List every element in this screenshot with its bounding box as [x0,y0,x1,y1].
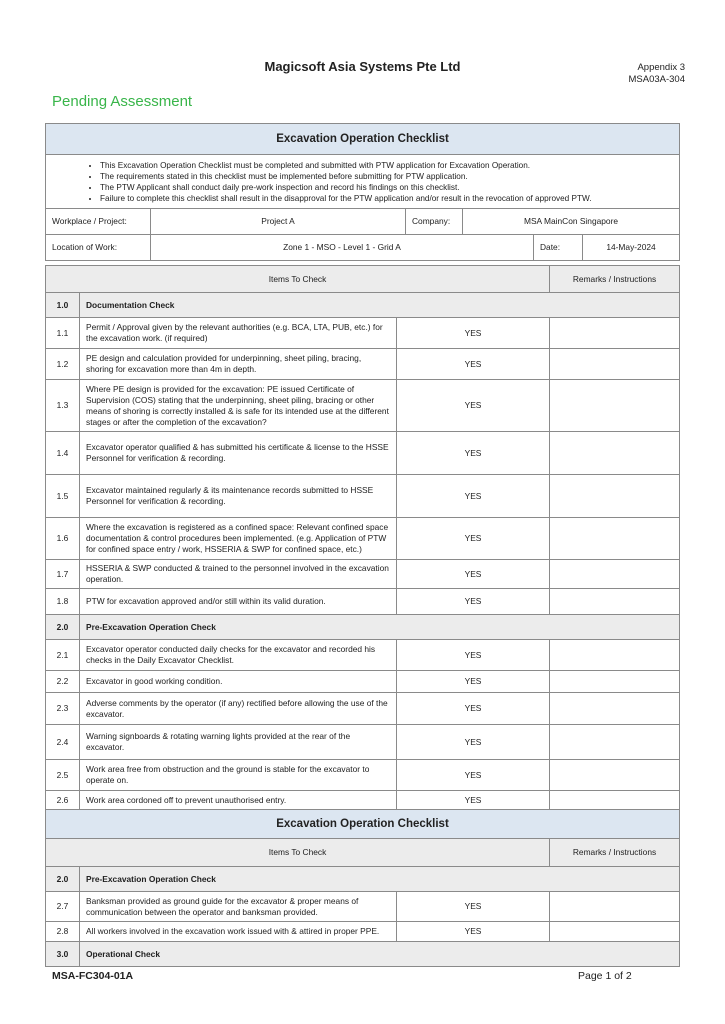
item-answer[interactable]: YES [397,380,550,432]
item-text: Excavator operator conducted daily checks for the excavator and recorded his checks in the Daily Excavator Checklist. [80,640,397,671]
items-table [45,265,680,967]
item-text: PTW for excavation approved and/or still within its valid duration. [80,589,397,615]
item-remarks[interactable] [550,791,680,810]
item-remarks[interactable] [550,432,680,475]
item-answer[interactable]: YES [397,518,550,560]
item-number: 1.6 [46,518,80,560]
item-answer[interactable]: YES [397,432,550,475]
item-answer[interactable]: YES [397,349,550,380]
item-number: 2.2 [46,671,80,693]
item-answer[interactable]: YES [397,640,550,671]
item-text: Work area free from obstruction and the ground is stable for the excavator to operate on. [80,760,397,791]
checklist-info-table [45,123,680,261]
item-text: Work area cordoned off to prevent unauthorised entry. [80,791,397,810]
items-header: Items To Check [46,839,550,867]
item-text: PE design and calculation provided for underpinning, sheet piling, bracing, shoring for excavation more than 4m in depth. [80,349,397,380]
item-number: 1.3 [46,380,80,432]
item-remarks[interactable] [550,560,680,589]
item-text: Adverse comments by the operator (if any) rectified before allowing the use of the excavator. [80,693,397,725]
item-number: 1.5 [46,475,80,518]
item-answer[interactable]: YES [397,671,550,693]
item-remarks[interactable] [550,725,680,760]
item-remarks[interactable] [550,693,680,725]
company-value: MSA MainCon Singapore [463,209,680,235]
location-label: Location of Work: [46,235,151,261]
item-number: 2.5 [46,760,80,791]
remarks-header: Remarks / Instructions [550,839,680,867]
item-number: 2.8 [46,922,80,942]
appendix-line-2: MSA03A-304 [628,74,685,85]
workplace-label: Workplace / Project: [46,209,151,235]
item-remarks[interactable] [550,475,680,518]
date-value: 14-May-2024 [583,235,680,261]
item-remarks[interactable] [550,892,680,922]
item-number: 2.1 [46,640,80,671]
item-answer[interactable]: YES [397,725,550,760]
item-text: Banksman provided as ground guide for the excavator & proper means of communication between the operator and banksman provided. [80,892,397,922]
instruction-item: • The requirements stated in this checklist must be implemented before submitting for PTW application. [100,171,673,182]
remarks-header: Remarks / Instructions [550,266,680,293]
section-title: Operational Check [80,942,680,967]
item-remarks[interactable] [550,922,680,942]
item-answer[interactable]: YES [397,318,550,349]
section-number: 2.0 [46,867,80,892]
item-number: 1.1 [46,318,80,349]
item-remarks[interactable] [550,349,680,380]
item-number: 1.7 [46,560,80,589]
instructions-list [52,160,673,204]
item-text: Permit / Approval given by the relevant authorities (e.g. BCA, LTA, PUB, etc.) for the excavation work. (if required) [80,318,397,349]
item-number: 1.8 [46,589,80,615]
status-label: Pending Assessment [52,93,193,110]
checklist-title: Excavation Operation Checklist [46,124,680,155]
instruction-item: • The PTW Applicant shall conduct daily pre-work inspection and record his findings on this checklist. [100,182,673,193]
item-answer[interactable]: YES [397,589,550,615]
page-number: Page 1 of 2 [578,970,632,982]
instructions-cell [46,155,680,209]
section-number: 2.0 [46,615,80,640]
company-name: Magicsoft Asia Systems Pte Ltd [264,59,461,74]
item-remarks[interactable] [550,318,680,349]
section-number: 1.0 [46,293,80,318]
item-number: 1.4 [46,432,80,475]
section-title: Documentation Check [80,293,680,318]
item-number: 2.4 [46,725,80,760]
item-answer[interactable]: YES [397,560,550,589]
item-text: Warning signboards & rotating warning lights provided at the rear of the excavator. [80,725,397,760]
appendix-ref [628,62,685,86]
company-label: Company: [406,209,463,235]
item-answer[interactable]: YES [397,791,550,810]
item-answer[interactable]: YES [397,475,550,518]
item-text: HSSERIA & SWP conducted & trained to the personnel involved in the excavation operation. [80,560,397,589]
item-number: 1.2 [46,349,80,380]
section-title: Pre-Excavation Operation Check [80,615,680,640]
item-answer[interactable]: YES [397,922,550,942]
item-text: Excavator operator qualified & has submitted his certificate & license to the HSSE Personnel for verification & recording. [80,432,397,475]
appendix-line-1: Appendix 3 [637,62,685,73]
form-code: MSA-FC304-01A [52,970,134,982]
item-answer[interactable]: YES [397,760,550,791]
item-number: 2.7 [46,892,80,922]
item-number: 2.3 [46,693,80,725]
item-remarks[interactable] [550,589,680,615]
item-answer[interactable]: YES [397,693,550,725]
item-remarks[interactable] [550,380,680,432]
checklist-title-repeat: Excavation Operation Checklist [46,810,680,839]
item-text: All workers involved in the excavation work issued with & attired in proper PPE. [80,922,397,942]
item-text: Where PE design is provided for the excavation: PE issued Certificate of Supervision (COS) stating that the underpinning, sheet piling, bracing or other means of shoring is correctly installed & is safe for its intended use at the different stages or after the completion of the excavation? [80,380,397,432]
item-remarks[interactable] [550,518,680,560]
item-text: Excavator maintained regularly & its maintenance records submitted to HSSE Personnel for verification & recording. [80,475,397,518]
section-number: 3.0 [46,942,80,967]
items-header: Items To Check [46,266,550,293]
item-answer[interactable]: YES [397,892,550,922]
item-remarks[interactable] [550,760,680,791]
instruction-item: • This Excavation Operation Checklist must be completed and submitted with PTW application for Excavation Operation. [100,160,673,171]
instruction-item: • Failure to complete this checklist shall result in the disapproval for the PTW application and/or result in the revocation of approved PTW. [100,193,673,204]
workplace-value: Project A [151,209,406,235]
item-remarks[interactable] [550,640,680,671]
location-value: Zone 1 - MSO - Level 1 - Grid A [151,235,534,261]
item-number: 2.6 [46,791,80,810]
date-label: Date: [534,235,583,261]
section-title: Pre-Excavation Operation Check [80,867,680,892]
item-remarks[interactable] [550,671,680,693]
item-text: Where the excavation is registered as a confined space: Relevant confined space documentation & control procedures been implemented. (e.g. Application of PTW for confined space entry / work, HSSERIA & SWP for confined space, etc.) [80,518,397,560]
item-text: Excavator in good working condition. [80,671,397,693]
